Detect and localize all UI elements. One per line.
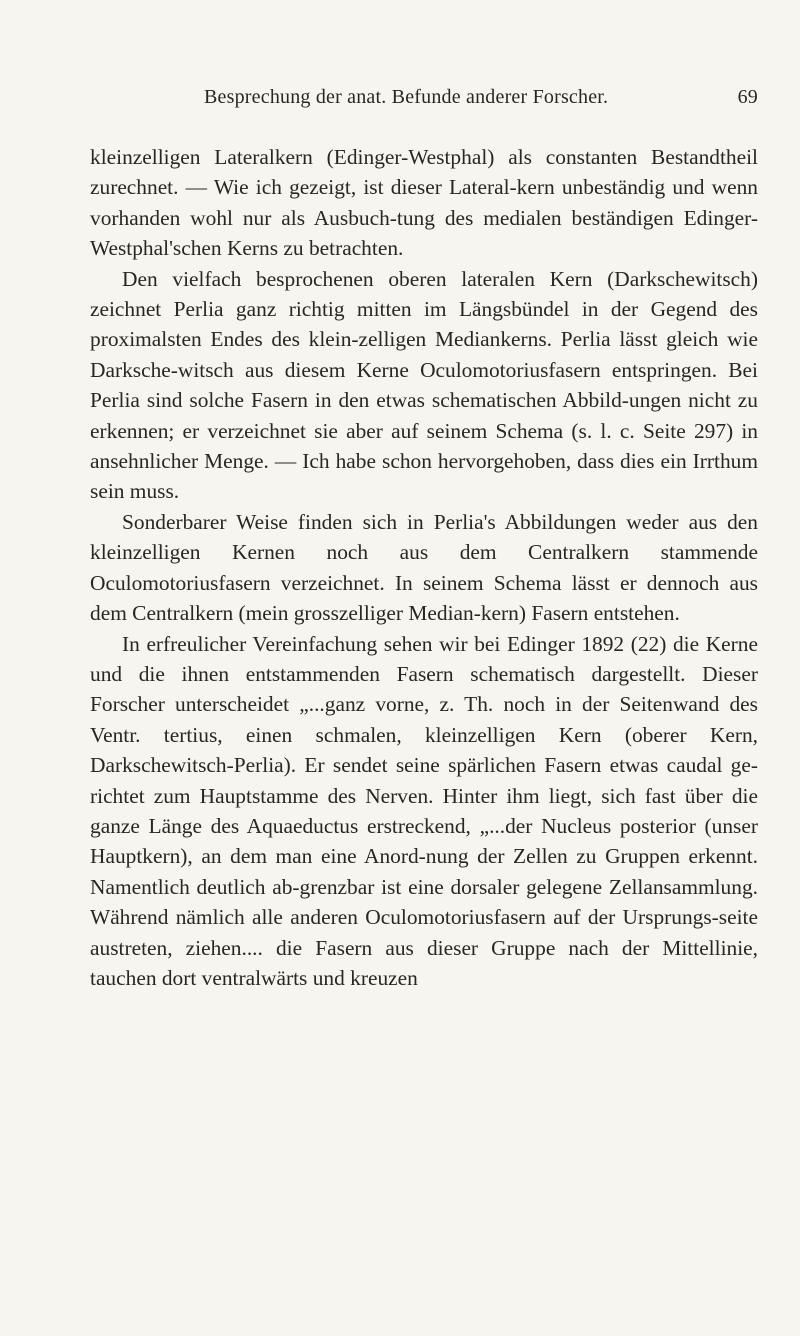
header-title: Besprechung der anat. Befunde anderer Forscher. [204,86,609,108]
paragraph-3: Sonderbarer Weise finden sich in Perlia's Abbildungen weder aus den kleinzelligen Kernen noch aus dem Centralkern stammende Oculomotoriusfasern verzeichnet. In seinem Schema lässt er dennoch aus dem Centralkern (mein grosszelliger Median-kern) Fasern entstehen. [90,509,758,626]
paragraph-2: Den vielfach besprochenen oberen lateralen Kern (Darkschewitsch) zeichnet Perlia ganz richtig mitten im Längsbündel in der Gegend des proximalsten Endes des klein-zelligen Mediankerns. Perlia lässt gleich wie Darksche-witsch aus diesem Kerne Oculomotoriusfasern entspringen. Bei Perlia sind solche Fasern in den etwas schematischen Abbild-ungen nicht zu erkennen; er verzeichnet sie aber auf seinem Schema (s. l. c. Seite 297) in ansehnlicher Menge. — Ich habe schon hervorgehoben, dass dies ein Irrthum sein muss. [90,266,758,504]
paragraph-1: kleinzelligen Lateralkern (Edinger-Westphal) als constanten Bestandtheil zurechnet. — Wie ich gezeigt, ist dieser Lateral-kern unbeständig und wenn vorhanden wohl nur als Ausbuch-tung des medialen beständigen Edinger-Westphal'schen Kerns zu betrachten. [90,145,758,261]
paragraph-4: In erfreulicher Vereinfachung sehen wir bei Edinger 1892 (22) die Kerne und die ihnen entstammenden Fasern schematisch dargestellt. Dieser Forscher unterscheidet „...ganz vorne, z. Th. noch in der Seitenwand des Ventr. tertius, einen schmalen, kleinzelligen Kern (oberer Kern, Darkschewitsch-Perlia). Er sendet seine spärlichen Fasern etwas caudal ge-richtet zum Hauptstamme des Nerven. Hinter ihm liegt, sich fast über die ganze Länge des Aquaeductus erstreckend, „...der Nucleus posterior (unser Hauptkern), an dem man eine Anord-nung der Zellen zu Gruppen erkennt. Namentlich deutlich ab-grenzbar ist eine dorsaler gelegene Zellansammlung. Während nämlich alle anderen Oculomotoriusfasern auf der Ursprungs-seite austreten, ziehen.... die Fasern aus dieser Gruppe nach der Mittellinie, tauchen dort ventralwärts und kreuzen [90,631,758,990]
running-header [92,86,758,116]
page-number: 69 [737,86,758,108]
body-text [90,142,758,993]
